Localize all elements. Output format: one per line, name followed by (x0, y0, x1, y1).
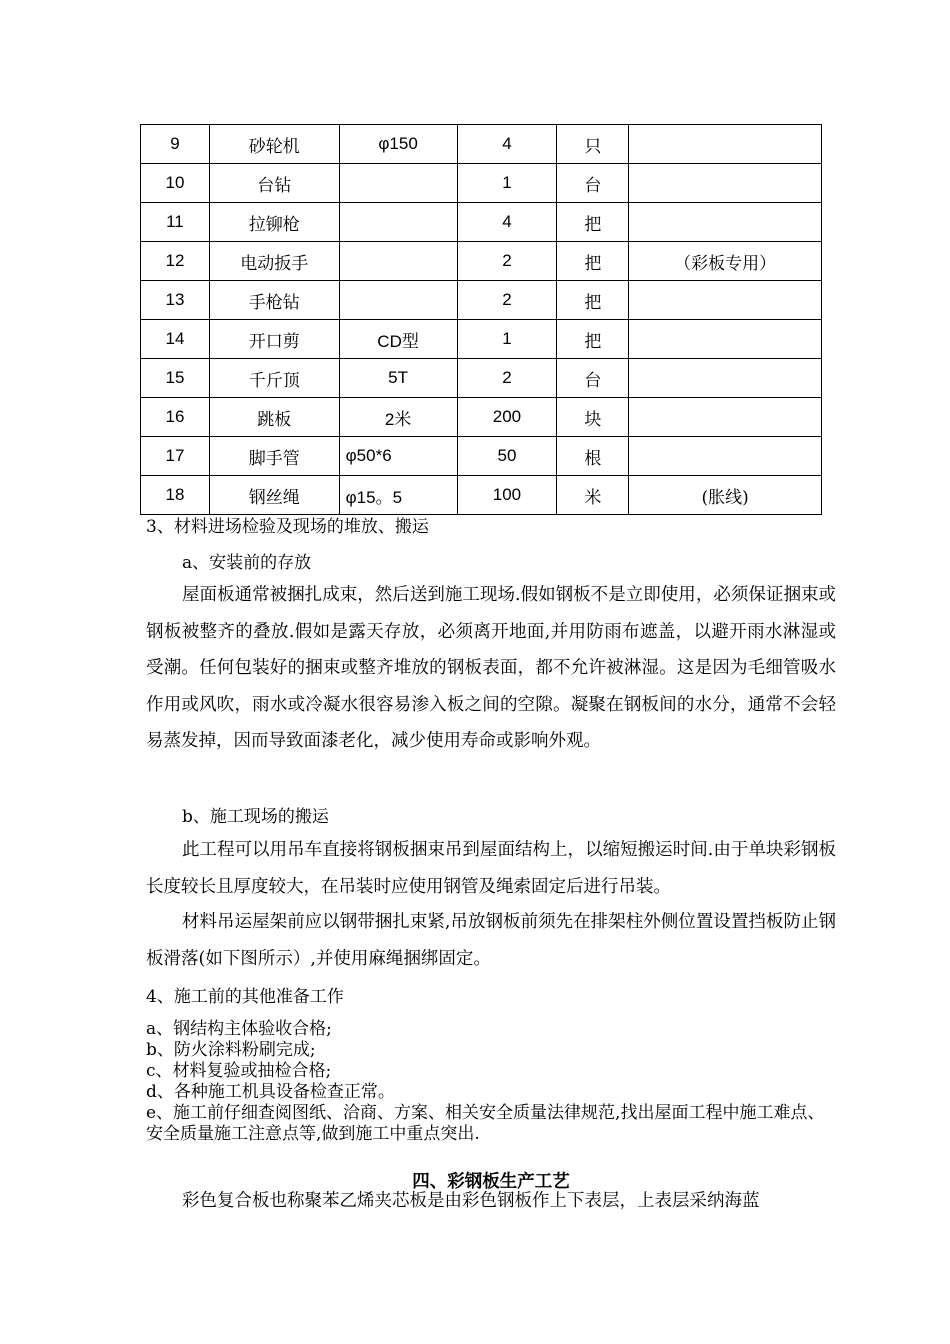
row-number: 12 (141, 242, 210, 281)
list-item: d、各种施工机具设备检查正常。 (146, 1082, 395, 1102)
table-row (141, 359, 822, 398)
table-row (141, 476, 822, 515)
row-number: 18 (141, 476, 210, 515)
equipment-unit: 把 (557, 203, 629, 242)
list-item: e、施工前仔细查阅图纸、洽商、方案、相关安全质量法律规范,找出屋面工程中施工难点、安全质量施工注意点等,做到施工中重点突出. (146, 1103, 825, 1144)
equipment-quantity: 100 (457, 476, 557, 515)
equipment-remark (629, 320, 822, 359)
equipment-name: 千斤顶 (209, 359, 339, 398)
equipment-remark (629, 125, 822, 164)
chapter-4-paragraph: 彩色复合板也称聚苯乙烯夹芯板是由彩色钢板作上下表层，上表层采纳海蓝 (182, 1191, 760, 1211)
equipment-remark (629, 398, 822, 437)
equipment-name: 钢丝绳 (209, 476, 339, 515)
equipment-spec: φ50*6 (339, 437, 457, 476)
table-row (141, 281, 822, 320)
equipment-spec: φ150 (339, 125, 457, 164)
section-3a-paragraph: 屋面板通常被捆扎成束，然后送到施工现场.假如钢板不是立即使用，必须保证捆束或钢板被整齐的叠放.假如是露天存放，必须离开地面,并用防雨布遮盖，以避开雨水淋湿或受潮。任何包装好的捆束或整齐堆放的钢板表面，都不允许被淋湿。这是因为毛细管吸水作用或风吹，雨水或冷凝水很容易渗入板之间的空隙。凝聚在钢板间的水分，通常不会轻易蒸发掉，因而导致面漆老化，减少使用寿命或影响外观。 (146, 585, 836, 751)
row-number: 13 (141, 281, 210, 320)
equipment-remark (629, 281, 822, 320)
chapter-4-heading: 四、彩钢板生产工艺 (412, 1172, 570, 1192)
equipment-spec: 5T (339, 359, 457, 398)
equipment-remark (629, 164, 822, 203)
equipment-quantity: 1 (457, 164, 557, 203)
equipment-quantity: 4 (457, 203, 557, 242)
equipment-quantity: 1 (457, 320, 557, 359)
equipment-name: 跳板 (209, 398, 339, 437)
row-number: 10 (141, 164, 210, 203)
equipment-unit: 块 (557, 398, 629, 437)
equipment-name: 砂轮机 (209, 125, 339, 164)
section-3b-title: b、施工现场的搬运 (182, 807, 329, 827)
equipment-unit: 把 (557, 320, 629, 359)
equipment-spec (339, 242, 457, 281)
section-4-list (146, 1019, 836, 1145)
equipment-quantity: 2 (457, 281, 557, 320)
equipment-quantity: 200 (457, 398, 557, 437)
equipment-remark (629, 359, 822, 398)
table-row (141, 242, 822, 281)
row-number: 16 (141, 398, 210, 437)
equipment-spec: 2米 (339, 398, 457, 437)
section-3a-title: a、安装前的存放 (182, 553, 312, 573)
equipment-name: 台钻 (209, 164, 339, 203)
equipment-unit: 米 (557, 476, 629, 515)
equipment-quantity: 4 (457, 125, 557, 164)
table-row (141, 125, 822, 164)
section-3b-paragraph-1: 此工程可以用吊车直接将钢板捆束吊到屋面结构上，以缩短搬运时间.由于单块彩钢板长度较长且厚度较大，在吊装时应使用钢管及绳索固定后进行吊装。 (146, 840, 836, 897)
equipment-spec (339, 203, 457, 242)
equipment-name: 电动扳手 (209, 242, 339, 281)
equipment-remark (629, 203, 822, 242)
equipment-unit: 台 (557, 164, 629, 203)
equipment-unit: 把 (557, 242, 629, 281)
table-row (141, 203, 822, 242)
equipment-quantity: 2 (457, 242, 557, 281)
equipment-spec (339, 281, 457, 320)
section-4-title: 4、施工前的其他准备工作 (146, 987, 344, 1007)
equipment-table-body (141, 125, 822, 515)
row-number: 17 (141, 437, 210, 476)
equipment-spec (339, 164, 457, 203)
equipment-unit: 根 (557, 437, 629, 476)
row-number: 15 (141, 359, 210, 398)
list-item: a、钢结构主体验收合格; (146, 1019, 332, 1039)
equipment-name: 脚手管 (209, 437, 339, 476)
equipment-remark: （彩板专用） (629, 242, 822, 281)
equipment-remark (629, 437, 822, 476)
equipment-remark: (胀线) (629, 476, 822, 515)
equipment-name: 开口剪 (209, 320, 339, 359)
table-row (141, 437, 822, 476)
table-row (141, 398, 822, 437)
list-item: c、材料复验或抽检合格; (146, 1061, 332, 1081)
equipment-unit: 台 (557, 359, 629, 398)
row-number: 11 (141, 203, 210, 242)
equipment-spec: φ15。5 (339, 476, 457, 515)
row-number: 9 (141, 125, 210, 164)
equipment-quantity: 50 (457, 437, 557, 476)
table-row (141, 164, 822, 203)
equipment-unit: 只 (557, 125, 629, 164)
row-number: 14 (141, 320, 210, 359)
equipment-name: 拉铆枪 (209, 203, 339, 242)
equipment-spec: CD型 (339, 320, 457, 359)
section-3-title: 3、材料进场检验及现场的堆放、搬运 (146, 517, 429, 537)
equipment-name: 手枪钻 (209, 281, 339, 320)
table-row (141, 320, 822, 359)
equipment-table (140, 124, 822, 515)
equipment-quantity: 2 (457, 359, 557, 398)
equipment-unit: 把 (557, 281, 629, 320)
list-item: b、防火涂料粉刷完成; (146, 1040, 316, 1060)
section-3b-paragraph-2: 材料吊运屋架前应以钢带捆扎束紧,吊放钢板前须先在排架柱外侧位置设置挡板防止钢板滑落(如下图所示）,并使用麻绳捆绑固定。 (146, 912, 836, 969)
